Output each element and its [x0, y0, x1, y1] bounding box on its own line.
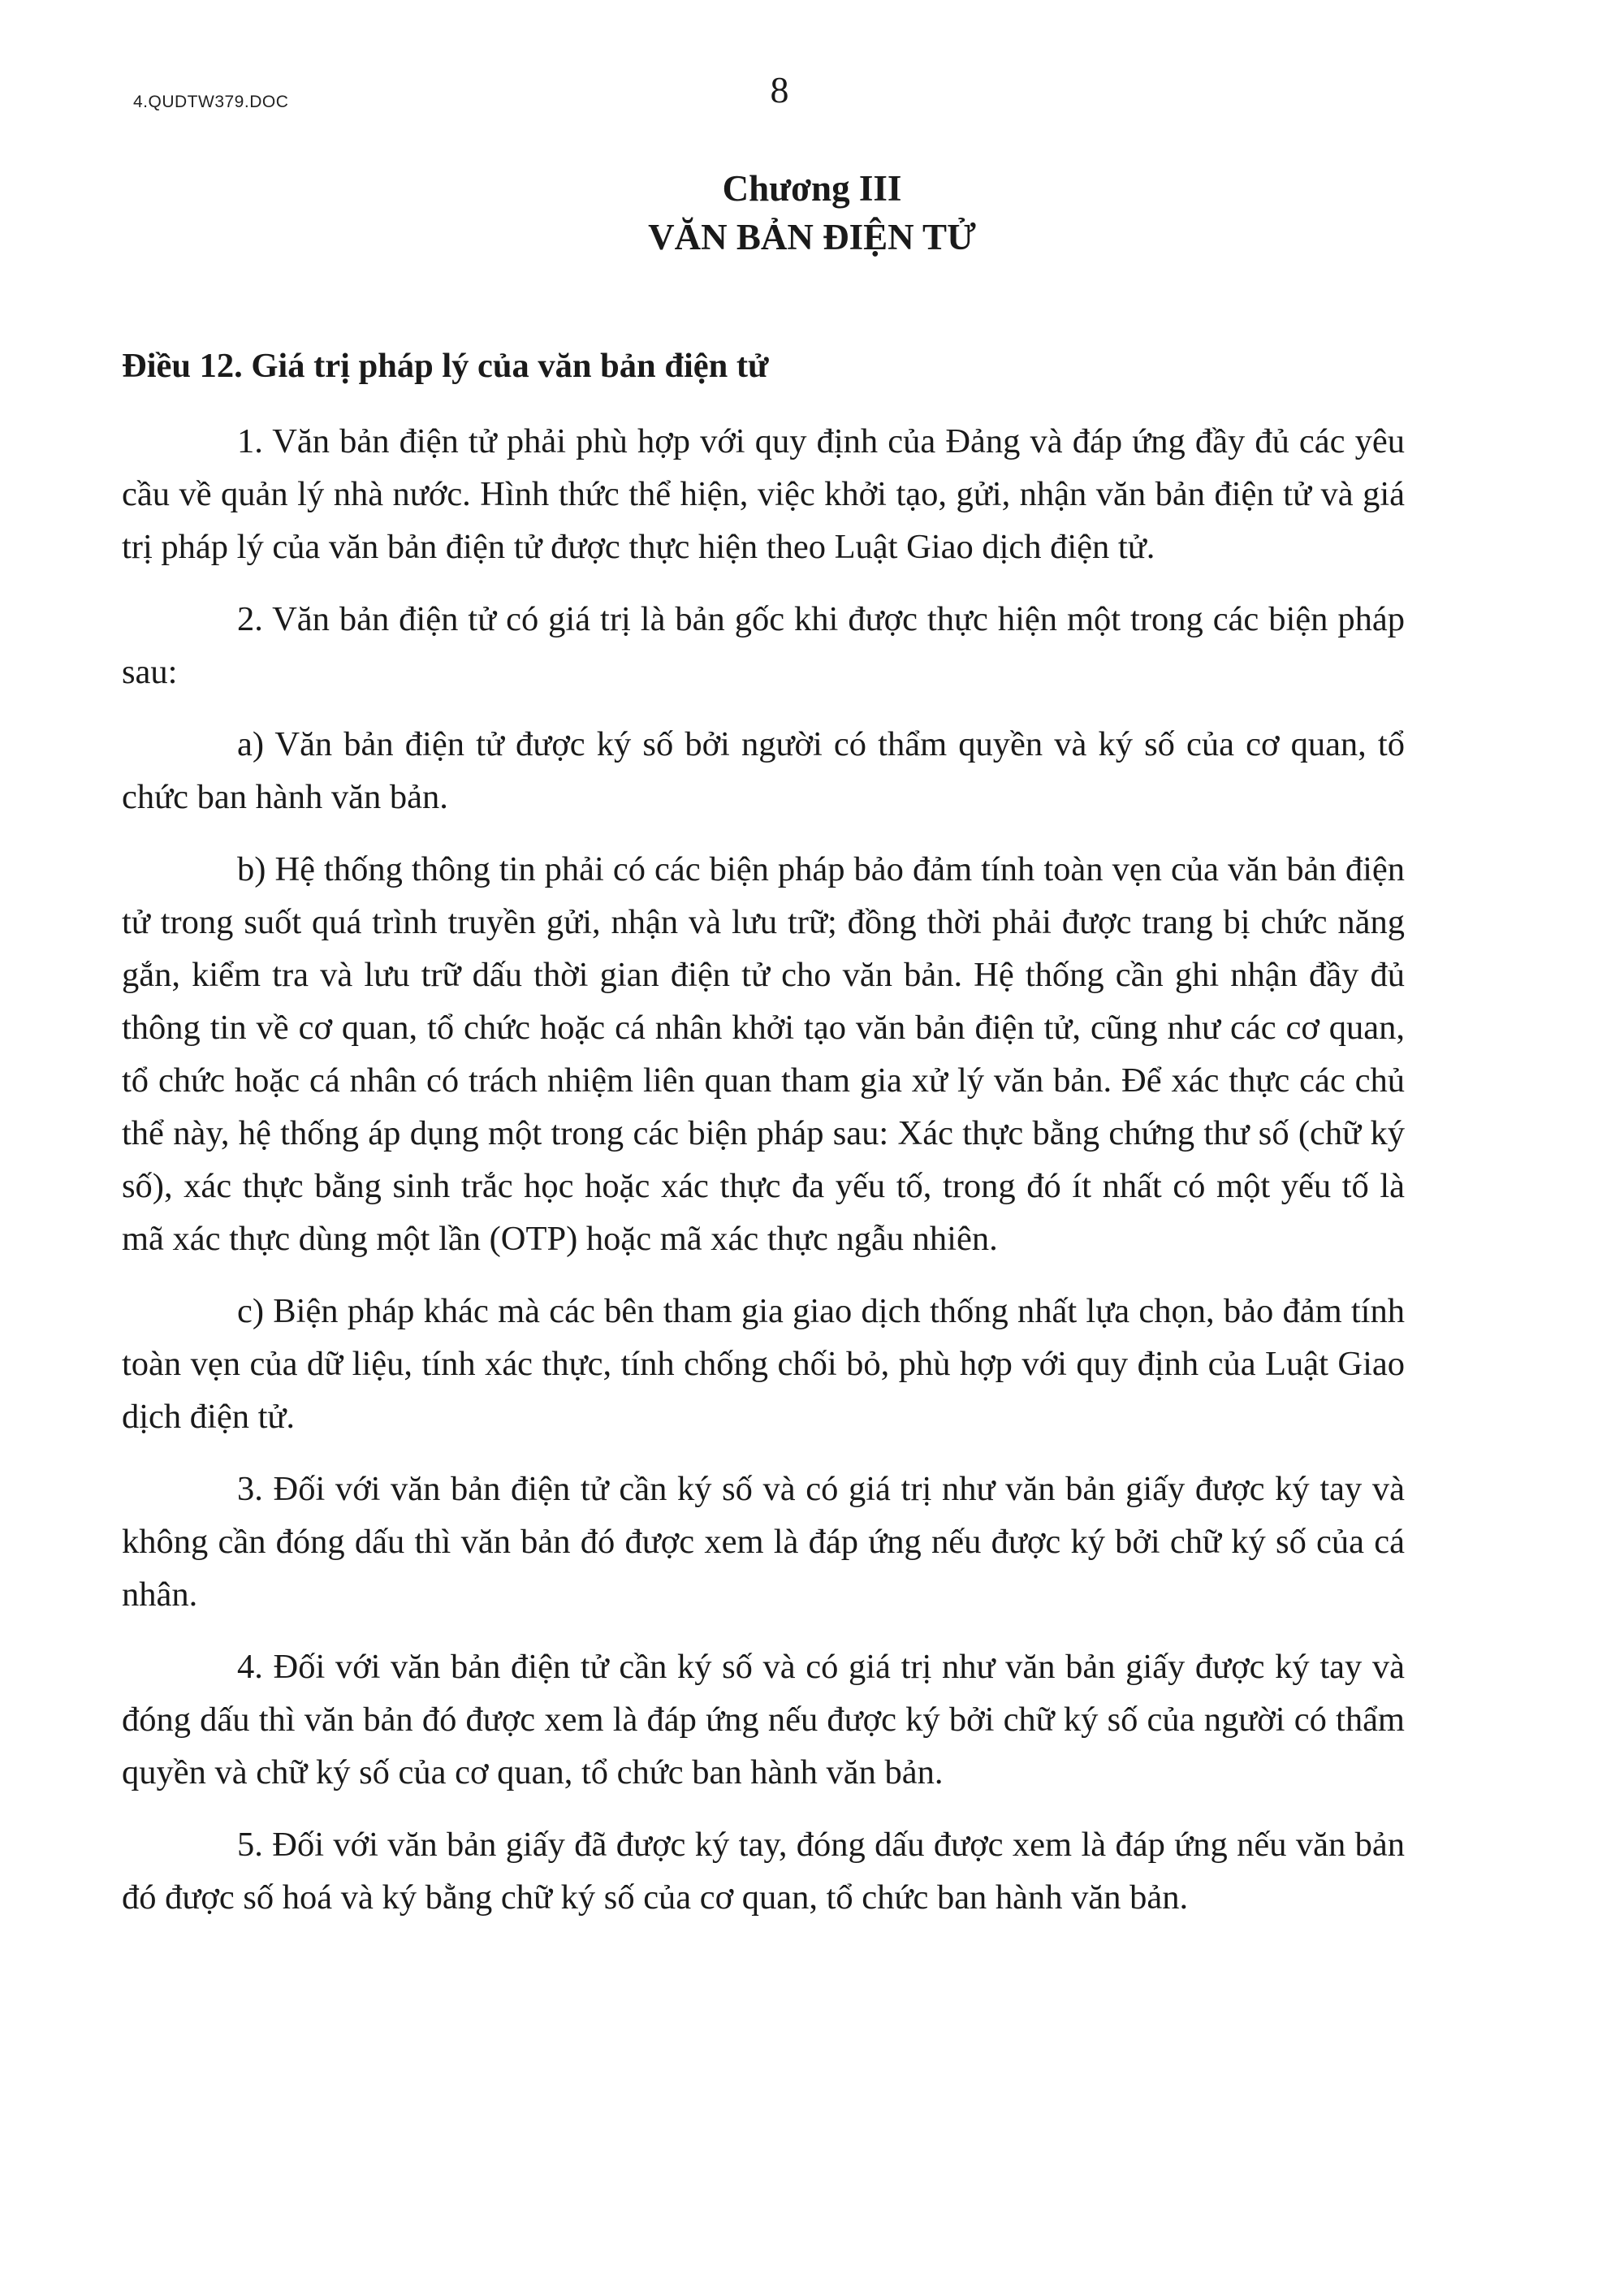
paragraph-2c: c) Biện pháp khác mà các bên tham gia giao dịch thống nhất lựa chọn, bảo đảm tính toàn vẹn của dữ liệu, tính xác thực, tính chống chối bỏ, phù hợp với quy định của Luật Giao dịch điện tử. [122, 1292, 1405, 1436]
paragraph-2b: b) Hệ thống thông tin phải có các biện pháp bảo đảm tính toàn vẹn của văn bản điện tử trong suốt quá trình truyền gửi, nhận và lưu trữ; đồng thời phải được trang bị chức năng gắn, kiểm tra và lưu trữ dấu thời gian điện tử cho văn bản. Hệ thống cần ghi nhận đầy đủ thông tin về cơ quan, tổ chức hoặc cá nhân khởi tạo văn bản điện tử, cũng như các cơ quan, tổ chức hoặc cá nhân có trách nhiệm liên quan tham gia xử lý văn bản. Để xác thực các chủ thể này, hệ thống áp dụng một trong các biện pháp sau: Xác thực bằng chứng thư số (chữ ký số), xác thực bằng sinh trắc học hoặc xác thực đa yếu tố, trong đó ít nhất có một yếu tố là mã xác thực dùng một lần (OTP) hoặc mã xác thực ngẫu nhiên. [122, 850, 1405, 1258]
paragraph-2: 2. Văn bản điện tử có giá trị là bản gốc khi được thực hiện một trong các biện pháp sau: [122, 600, 1405, 691]
paragraph-4: 4. Đối với văn bản điện tử cần ký số và có giá trị như văn bản giấy được ký tay và đóng dấu thì văn bản đó được xem là đáp ứng nếu được ký bởi chữ ký số của người có thẩm quyền và chữ ký số của cơ quan, tổ chức ban hành văn bản. [122, 1648, 1405, 1791]
paragraph-3: 3. Đối với văn bản điện tử cần ký số và có giá trị như văn bản giấy được ký tay và không cần đóng dấu thì văn bản đó được xem là đáp ứng nếu được ký bởi chữ ký số của cá nhân. [122, 1470, 1405, 1614]
document-file-id: 4.QUDTW379.DOC [133, 93, 289, 111]
paragraph-2a: a) Văn bản điện tử được ký số bởi người có thẩm quyền và ký số của cơ quan, tổ chức ban hành văn bản. [122, 725, 1405, 816]
chapter-heading [0, 164, 1624, 261]
article-body [122, 339, 1405, 1943]
paragraph-1: 1. Văn bản điện tử phải phù hợp với quy định của Đảng và đáp ứng đầy đủ các yêu cầu về quản lý nhà nước. Hình thức thể hiện, việc khởi tạo, gửi, nhận văn bản điện tử và giá trị pháp lý của văn bản điện tử được thực hiện theo Luật Giao dịch điện tử. [122, 422, 1405, 566]
paragraph-5: 5. Đối với văn bản giấy đã được ký tay, đóng dấu được xem là đáp ứng nếu văn bản đó được số hoá và ký bằng chữ ký số của cơ quan, tổ chức ban hành văn bản. [122, 1826, 1405, 1917]
article-title: Điều 12. Giá trị pháp lý của văn bản điện tử [122, 347, 769, 385]
page-number: 8 [770, 69, 789, 110]
chapter-title: VĂN BẢN ĐIỆN TỬ [648, 217, 976, 257]
chapter-number: Chương III [722, 168, 902, 209]
